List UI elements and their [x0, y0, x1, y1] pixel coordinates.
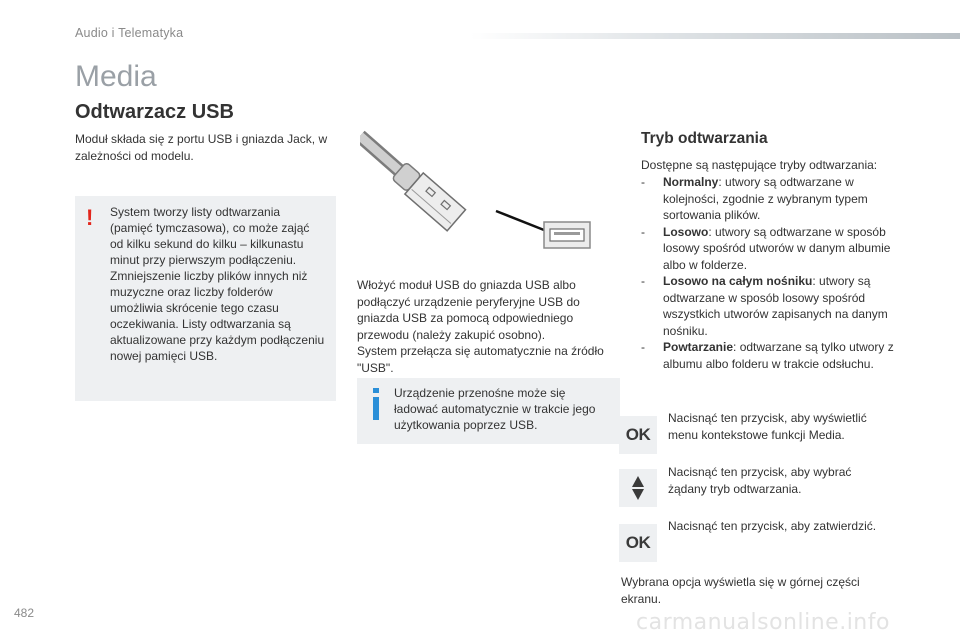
page-title: Media [75, 60, 157, 93]
modes-list [641, 174, 911, 372]
modes-title: Tryb odtwarzania [641, 130, 768, 147]
pointer-line [496, 211, 544, 230]
info-icon [372, 388, 380, 420]
up-down-arrows-icon [619, 469, 657, 507]
arrow-up-icon [632, 476, 644, 487]
info-text: Urządzenie przenośne może się ładować automatycznie w trakcie jego użytkowania poprzez USB. [394, 386, 596, 432]
usb-cable [360, 136, 402, 173]
ok-key-icon [619, 416, 657, 454]
usb-plug [390, 160, 466, 231]
arrow-down-icon [632, 489, 644, 500]
list-item: - Losowo na całym nośniku: utwory są odtwarzane w sposób losowy spośród wszystkich utworów zapisanych na danym nośniku. [641, 274, 888, 338]
ok-key-label: OK [625, 533, 651, 552]
usb-instruction-1: Włożyć moduł USB do gniazda USB albo podłączyć urządzenie peryferyjne USB do gniazda USB za pomocą odpowiedniego przewodu (należy zakupić osobno). [357, 278, 580, 342]
header-bar [470, 33, 960, 39]
step-text-2: Nacisnąć ten przycisk, aby wybrać żądany tryb odtwarzania. [668, 465, 852, 496]
exclamation-icon: ! [86, 205, 94, 230]
mode-desc: : utwory są odtwarzane w kolejności, zgodnie z wybranym typem sortowania plików. [663, 175, 868, 222]
list-item: - Normalny: utwory są odtwarzane w kolejności, zgodnie z wybranym typem sortowania plików. [641, 175, 868, 222]
mode-name: Losowo [663, 224, 709, 239]
usb-plug-illustration [360, 128, 600, 258]
modes-intro: Dostępne są następujące tryby odtwarzania: [641, 158, 878, 172]
mode-name: Powtarzanie [663, 340, 734, 354]
page-number: 482 [14, 606, 35, 620]
mode-desc: : utwory są odtwarzane w sposób losowy spośród utworów w danym albumie albo w folderze. [663, 224, 891, 272]
ok-key-icon [619, 524, 657, 562]
usb-instruction-2: System przełącza się automatycznie na źródło "USB". [357, 344, 604, 375]
list-item: - Powtarzanie: odtwarzane są tylko utwory z albumu albo folderu w trakcie odsłuchu. [641, 340, 894, 371]
warning-text: System tworzy listy odtwarzania (pamięć tymczasowa), co może zająć od kilku sekund do kilku – kilkunastu minut przy pierwszym podłączeniu. Zmniejszenie liczby plików innych niż muzyczne oraz liczby folderów umożliwia skrócenie tego czasu oczekiwania. Listy odtwarzania są aktualizowane przy każdym podłączeniu nowej pamięci USB. [110, 205, 325, 363]
header-label: Audio i Telematyka [75, 26, 184, 40]
usb-instructions [357, 277, 622, 376]
mode-desc: : utwory są odtwarzane w sposób losowy spośród wszystkich utworów zapisanych na danym nośniku. [663, 274, 888, 338]
step-text-1: Nacisnąć ten przycisk, aby wyświetlić menu kontekstowe funkcji Media. [668, 411, 867, 442]
list-item: - Losowo: utwory są odtwarzane w sposób losowy spośród utworów w danym albumie albo w folderze. [641, 224, 891, 272]
step-text-3: Nacisnąć ten przycisk, aby zatwierdzić. [668, 519, 877, 533]
ok-key-label: OK [625, 425, 651, 444]
intro-text: Moduł składa się z portu USB i gniazda Jack, w zależności od modelu. [75, 132, 328, 163]
mode-desc: : odtwarzane są tylko utwory z albumu albo folderu w trakcie odsłuchu. [663, 340, 894, 371]
watermark: carmanualsonline.info [636, 610, 890, 635]
usb-port [544, 222, 590, 248]
footer-text: Wybrana opcja wyświetla się w górnej części ekranu. [621, 575, 860, 606]
mode-name: Losowo na całym nośniku [663, 274, 813, 288]
mode-name: Normalny [663, 175, 719, 189]
section-subtitle: Odtwarzacz USB [75, 101, 234, 123]
